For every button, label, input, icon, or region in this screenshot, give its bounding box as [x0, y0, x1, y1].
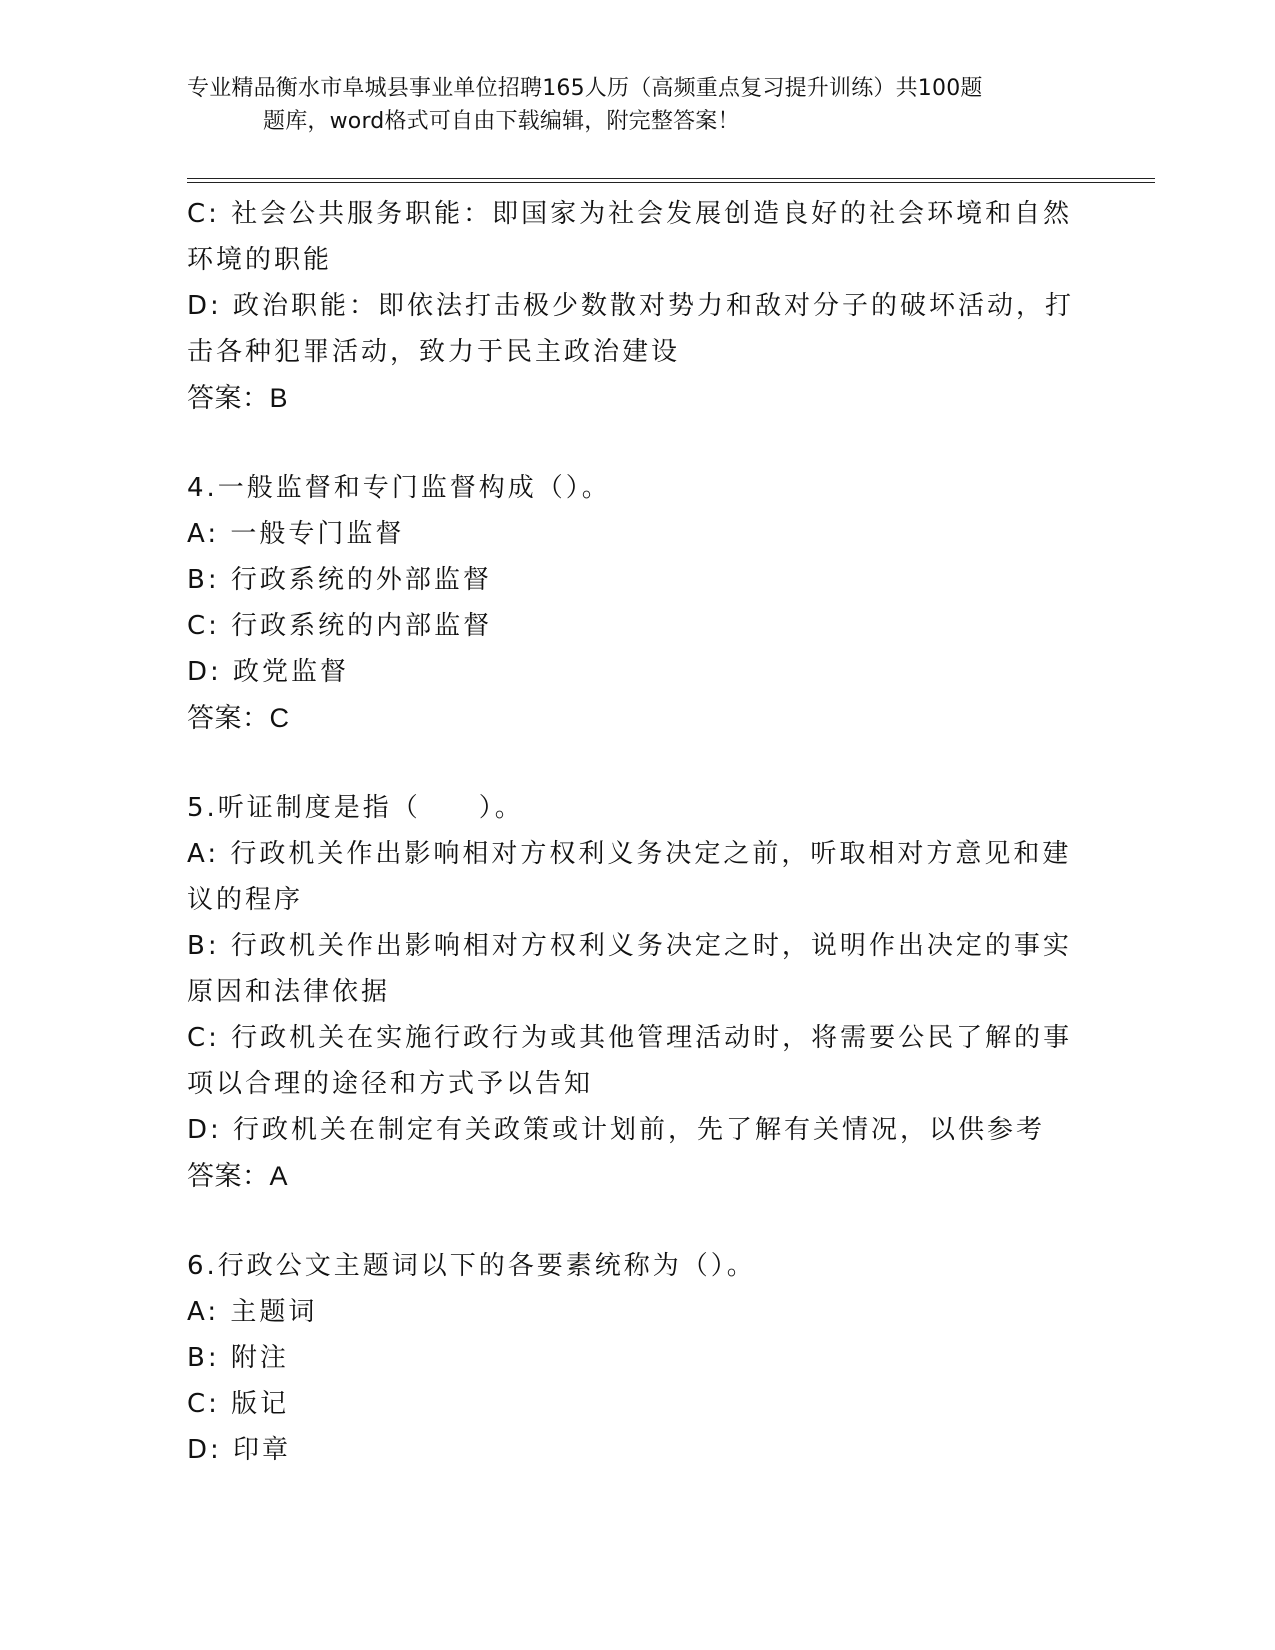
- answer: 答案：B: [187, 383, 289, 413]
- spacer: [187, 741, 1087, 785]
- header-divider-top: [187, 178, 1155, 179]
- page-header: [187, 72, 1087, 138]
- option-b: B: 附注: [187, 1343, 289, 1373]
- answer: 答案：C: [187, 703, 290, 733]
- answer: 答案：A: [187, 1161, 289, 1191]
- option-d: D: 政党监督: [187, 657, 350, 687]
- header-divider-bottom: [187, 182, 1155, 183]
- spacer: [187, 1199, 1087, 1243]
- header-title-line1: 专业精品衡水市阜城县事业单位招聘165人历（高频重点复习提升训练）共100题: [187, 76, 983, 101]
- header-title-line2: 题库，word格式可自由下载编辑，附完整答案！: [263, 109, 740, 134]
- question-4: [187, 465, 1087, 741]
- question-5: [187, 785, 1087, 1199]
- question-text: 6.行政公文主题词以下的各要素统称为（）。: [187, 1251, 756, 1281]
- option-d: D: 行政机关在制定有关政策或计划前，先了解有关情况，以供参考: [187, 1115, 1046, 1145]
- option-a: A: 主题词: [187, 1297, 318, 1327]
- question-text: 5.听证制度是指（ ）。: [187, 793, 524, 823]
- option-c: C: 行政机关在实施行政行为或其他管理活动时，将需要公民了解的事项以合理的途径和方式予以告知: [187, 1023, 1073, 1099]
- question-list: [187, 191, 1087, 1473]
- spacer: [187, 421, 1087, 465]
- option-c: C: 版记: [187, 1389, 290, 1419]
- option-d: D: 印章: [187, 1435, 292, 1465]
- option-c: C: 社会公共服务职能：即国家为社会发展创造良好的社会环境和自然环境的职能: [187, 199, 1073, 275]
- question-6: [187, 1243, 1087, 1473]
- question-3-tail: [187, 191, 1087, 421]
- option-c: C: 行政系统的内部监督: [187, 611, 493, 641]
- option-a: A: 行政机关作出影响相对方权利义务决定之前，听取相对方意见和建议的程序: [187, 839, 1072, 915]
- option-b: B: 行政系统的外部监督: [187, 565, 492, 595]
- option-a: A: 一般专门监督: [187, 519, 405, 549]
- question-text: 4.一般监督和专门监督构成（）。: [187, 473, 611, 503]
- option-d: D: 政治职能：即依法打击极少数散对势力和敌对分子的破坏活动，打击各种犯罪活动，致力于民主政治建设: [187, 291, 1075, 367]
- option-b: B: 行政机关作出影响相对方权利义务决定之时，说明作出决定的事实原因和法律依据: [187, 931, 1072, 1007]
